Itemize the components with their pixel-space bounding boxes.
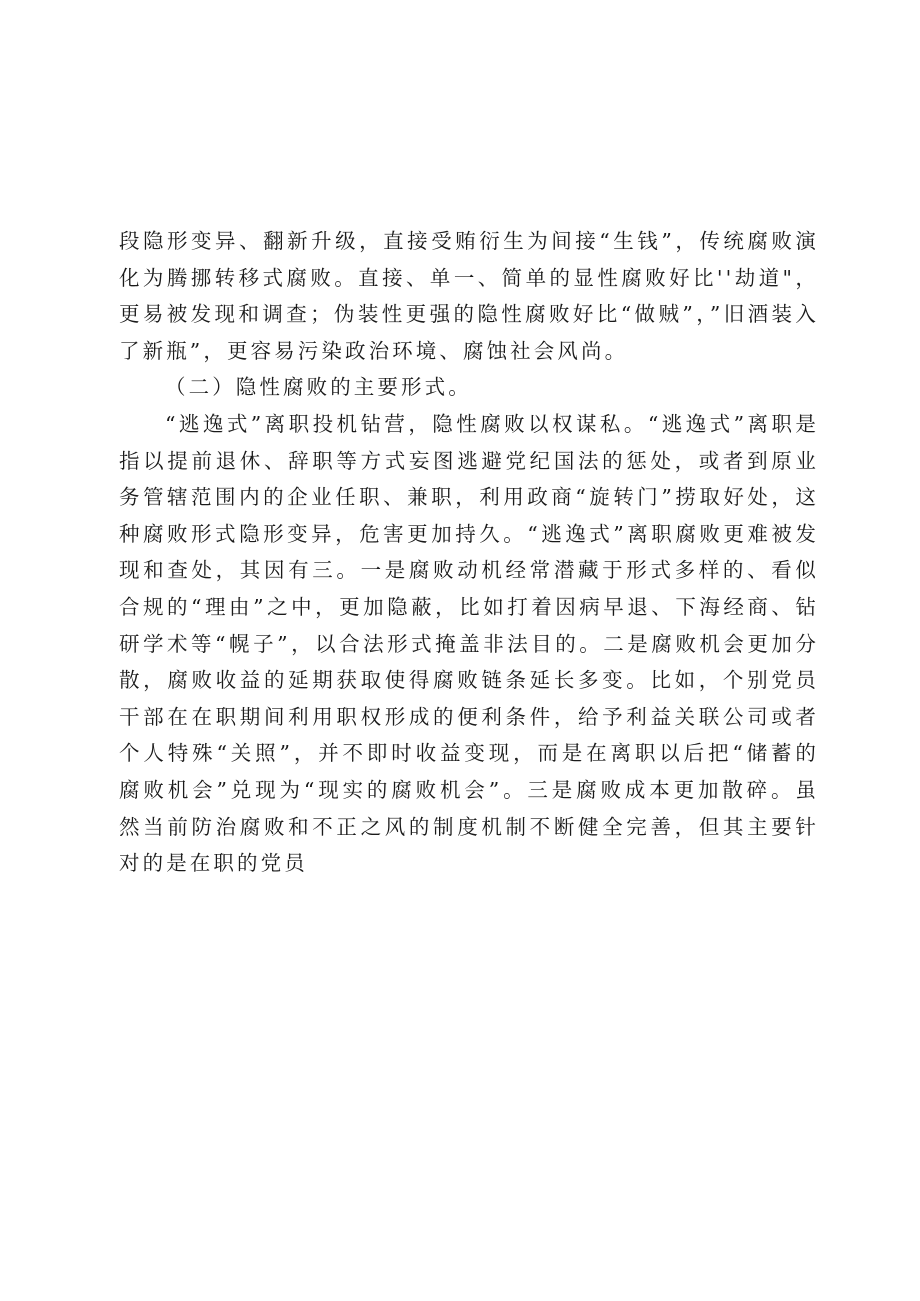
paragraph-body: “逃逸式”离职投机钻营，隐性腐败以权谋私。“逃逸式”离职是指以提前退休、辞职等方式妄图逃避党纪国法的惩处，或者到原业务管辖范围内的企业任职、兼职，利用政商“旋转门”捞取好处，这种腐败形式隐形变异，危害更加持久。“逃逸式”离职腐败更难被发现和查处，其因有三。一是腐败动机经常潜藏于形式多样的、看似合规的“理由”之中，更加隐蔽，比如打着因病早退、下海经商、钻研学术等“幌子”，以合法形式掩盖非法目的。二是腐败机会更加分散，腐败收益的延期获取使得腐败链条延长多变。比如，个别党员干部在在职期间利用职权形成的便利条件，给予利益关联公司或者个人特殊“关照”，并不即时收益变现，而是在离职以后把“储蓄的腐败机会”兑现为“现实的腐败机会”。三是腐败成本更加散碎。虽然当前防治腐败和不正之风的制度机制不断健全完善，但其主要针对的是在职的党员 (119, 411, 819, 876)
paragraph-continuation: 段隐形变异、翻新升级，直接受贿衍生为间接“生钱”，传统腐败演化为腾挪转移式腐败。直接、单一、简单的显性腐败好比''劫道"，更易被发现和调查；伪装性更强的隐性腐败好比“做贼”，”旧酒装入了新瓶”，更容易污染政治环境、腐蚀社会风尚。 (119, 229, 819, 363)
section-heading: （二）隐性腐败的主要形式。 (165, 375, 472, 400)
document-body (119, 223, 819, 882)
